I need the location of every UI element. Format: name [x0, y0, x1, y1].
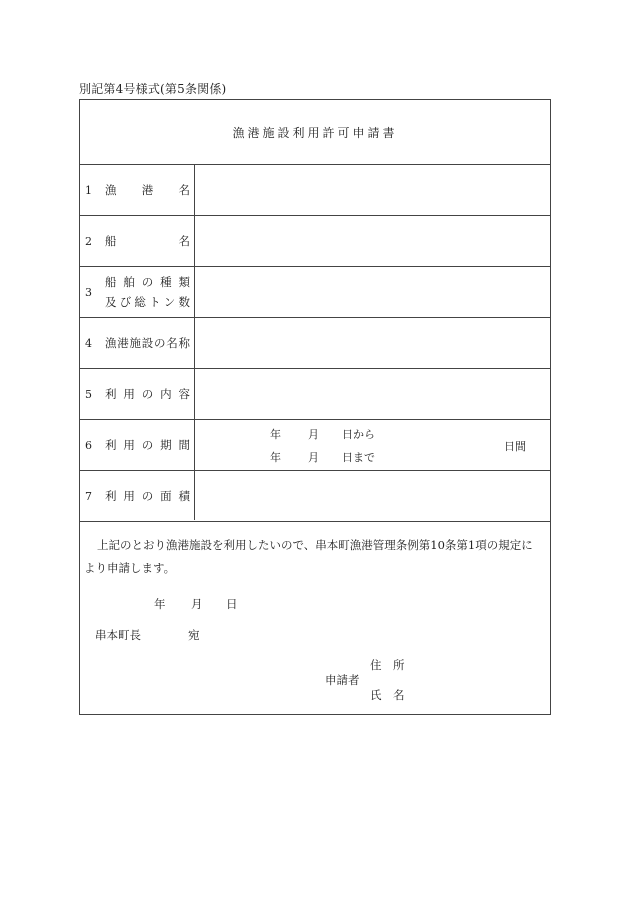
row-usage-period — [80, 420, 550, 471]
addressee-name: 串本町長 — [95, 628, 141, 642]
row-label-line1: 船舶の種類 — [105, 275, 190, 289]
declaration-text: 上記のとおり漁港施設を利用したいので、串本町漁港管理条例第10条第1項の規定により申請します。 — [84, 538, 533, 575]
row-label: 利用の期間 — [105, 438, 190, 452]
row-label: 漁港施設の名称 — [105, 336, 190, 350]
date-month: 月 — [191, 597, 203, 611]
applicant-address-label: 住 所 — [370, 658, 405, 672]
period-end-day: 日まで — [342, 451, 375, 464]
row-label: 利用の内容 — [105, 387, 190, 401]
row-usage-area — [80, 471, 550, 522]
period-total-days: 日間 — [504, 440, 526, 453]
row-number: 7 — [85, 489, 92, 503]
addressee-suffix: 宛 — [188, 628, 200, 642]
row-number: 3 — [85, 285, 92, 299]
row-label: 利用の面積 — [105, 489, 190, 503]
application-form — [79, 99, 551, 715]
row-number: 2 — [85, 234, 92, 248]
row-label: 船 名 — [105, 234, 190, 248]
row-vessel-type — [80, 267, 550, 318]
period-start-day: 日から — [342, 428, 375, 441]
row-label: 漁 港 名 — [105, 183, 190, 197]
row-number: 4 — [85, 336, 92, 350]
form-caption: 別記第4号様式(第5条関係) — [79, 82, 227, 96]
date-day: 日 — [226, 597, 238, 611]
form-title: 漁港施設利用許可申請書 — [80, 100, 550, 165]
applicant-name-label: 氏 名 — [370, 688, 405, 702]
applicant-label: 申請者 — [325, 673, 360, 687]
row-number: 1 — [85, 183, 92, 197]
row-label-line2: 及び総トン数 — [105, 295, 190, 309]
row-usage-content — [80, 369, 550, 420]
period-end-year: 年 — [270, 451, 281, 464]
period-start-year: 年 — [270, 428, 281, 441]
row-vessel-name — [80, 216, 550, 267]
row-facility-name — [80, 318, 550, 369]
period-start-month: 月 — [308, 428, 319, 441]
column-divider — [194, 165, 195, 520]
date-year: 年 — [154, 597, 166, 611]
row-fishing-port — [80, 165, 550, 216]
row-number: 5 — [85, 387, 92, 401]
period-end-month: 月 — [308, 451, 319, 464]
row-number: 6 — [85, 438, 92, 452]
